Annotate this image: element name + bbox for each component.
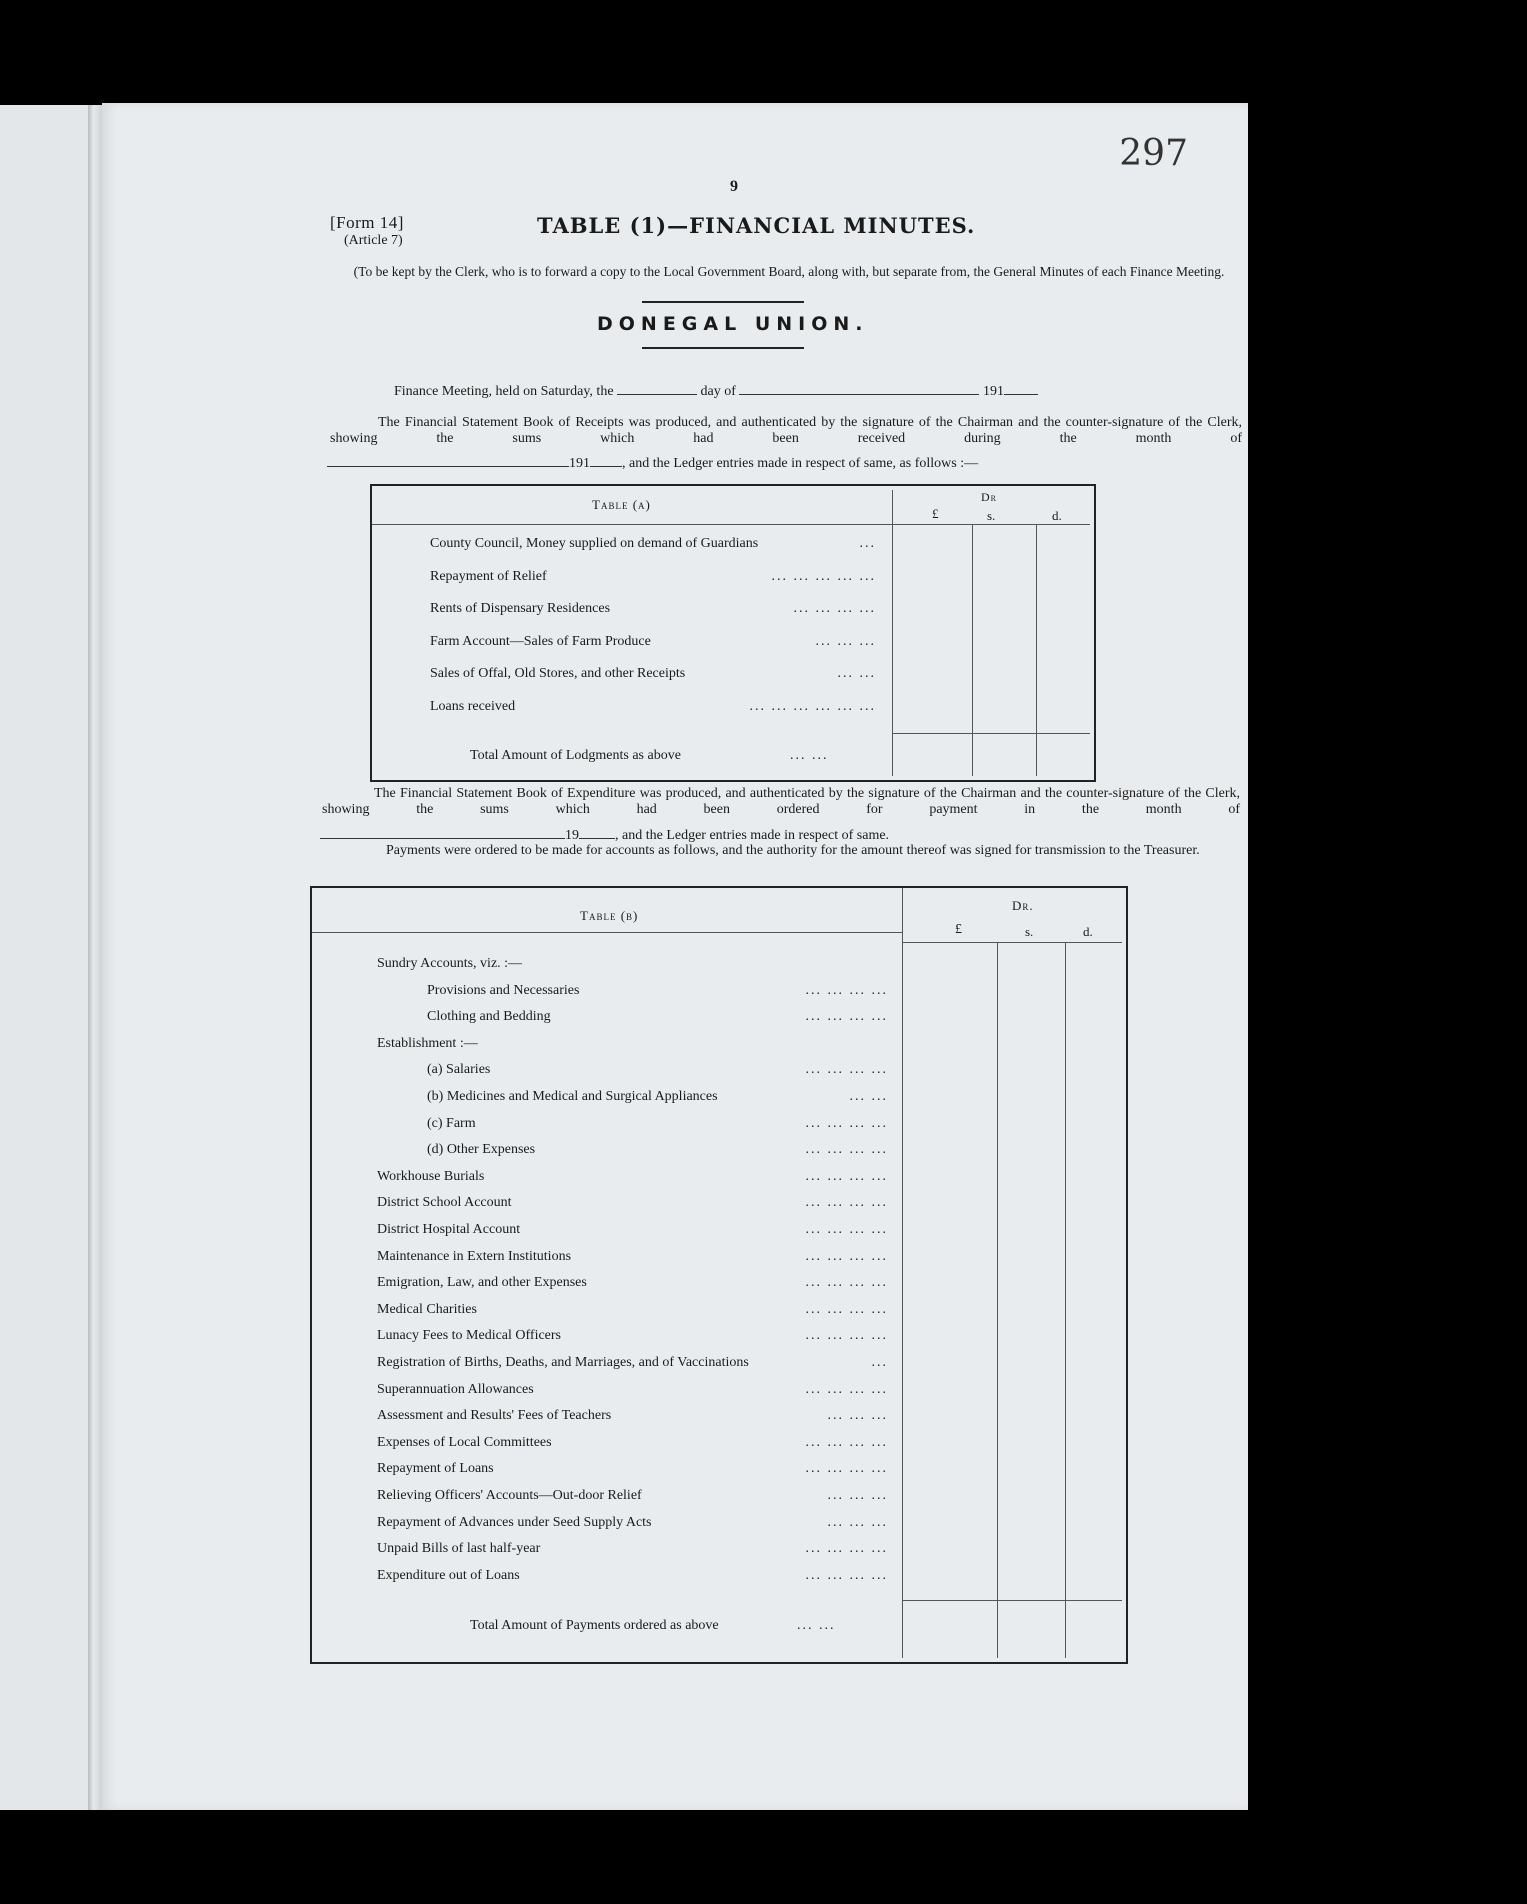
payments-row-dots: ... ... ...	[827, 1514, 888, 1530]
day-blank[interactable]	[617, 394, 697, 395]
receipts-year: 191	[569, 456, 590, 471]
payments-row-label: (a) Salaries	[427, 1062, 491, 1078]
payments-row-dots: ... ... ... ...	[805, 1301, 888, 1317]
payments-row-dots: ... ... ... ...	[805, 1222, 888, 1237]
receipts-shillings-header: s.	[987, 508, 996, 523]
expenditure-tail: , and the Ledger entries made in respect of same.	[615, 828, 890, 843]
payments-row-dots: ... ... ... ...	[805, 1434, 888, 1450]
expenditure-month-blank[interactable]	[320, 838, 565, 839]
total-rule	[902, 1600, 1122, 1601]
payments-row-label: (b) Medicines and Medical and Surgical Appliances	[427, 1089, 718, 1104]
payments-row-label: Expenses of Local Committees	[377, 1434, 552, 1450]
left-page-edge	[0, 105, 95, 1810]
instruction-note: (To be kept by the Clerk, who is to forward a copy to the Local Government Board, along with, but separate from, the General Minutes of each Finance Meeting.	[353, 264, 1225, 279]
receipts-row-dots: ... ... ...	[815, 633, 876, 649]
payments-pounds-header: £	[955, 922, 962, 937]
payments-row-label: District Hospital Account	[377, 1222, 521, 1237]
header-rule	[372, 524, 1090, 525]
column-rule	[902, 888, 903, 1658]
receipts-row-label: Farm Account—Sales of Farm Produce	[430, 633, 651, 649]
payments-row-dots: ... ... ... ...	[805, 1248, 888, 1264]
receipts-row-dots: ... ... ... ...	[793, 601, 876, 616]
payments-row-label: Maintenance in Extern Institutions	[377, 1248, 572, 1264]
payments-table	[310, 886, 1128, 1664]
column-rule	[1036, 524, 1037, 776]
payments-row-dots: ... ... ... ...	[805, 1062, 888, 1078]
payments-row-label: Establishment :—	[377, 1035, 478, 1051]
book-gutter	[88, 105, 102, 1810]
expenditure-paragraph: The Financial Statement Book of Expenditure was produced, and authenticated by the signature of the Chairman and the counter-signature of the Clerk, showing the sums which had been ordered for payment in the month of	[322, 786, 1240, 817]
expenditure-month-line	[320, 828, 1020, 844]
payments-row-dots: ... ... ... ...	[805, 1275, 888, 1291]
payments-row-label: Assessment and Results' Fees of Teachers	[377, 1408, 612, 1424]
payments-row-dots: ...	[871, 1355, 888, 1370]
payments-row-label: Lunacy Fees to Medical Officers	[377, 1328, 562, 1344]
payments-row-label: Registration of Births, Deaths, and Marriages, and of Vaccinations	[377, 1355, 749, 1370]
meeting-line-day-of: day of	[700, 384, 736, 399]
ledger-page	[102, 103, 1248, 1810]
payments-row-label: Repayment of Loans	[377, 1461, 494, 1477]
header-rule	[902, 942, 1122, 943]
expenditure-year: 19	[565, 828, 579, 843]
payments-row-label: Repayment of Advances under Seed Supply Acts	[377, 1514, 652, 1530]
payments-row-label: Relieving Officers' Accounts—Out-door Relief	[377, 1488, 642, 1503]
payments-row-dots: ... ...	[849, 1089, 888, 1104]
payments-row-dots: ... ... ... ...	[805, 1195, 888, 1211]
payments-row-label: Provisions and Necessaries	[427, 982, 580, 998]
receipts-paragraph: The Financial Statement Book of Receipts was produced, and authenticated by the signature of the Chairman and the counter-signature of the Clerk, showing the sums which had been received during the month of	[330, 415, 1242, 446]
payments-row-dots: ... ... ... ...	[805, 1009, 888, 1025]
column-rule	[1065, 942, 1066, 1658]
receipts-pence-header: d.	[1052, 508, 1062, 523]
receipts-row-label: Loans received	[430, 698, 516, 714]
meeting-line-year: 191	[982, 384, 1004, 399]
payments-row-dots: ... ... ... ...	[805, 1461, 888, 1477]
payments-row-label: Workhouse Burials	[377, 1168, 485, 1184]
meeting-line-text: Finance Meeting, held on Saturday, the	[394, 384, 614, 399]
payments-row-label: Medical Charities	[377, 1301, 477, 1317]
payments-pence-header: d.	[1083, 924, 1093, 939]
payments-shillings-header: s.	[1025, 924, 1034, 939]
receipts-pounds-header: £	[932, 506, 939, 521]
payments-row-label: Unpaid Bills of last half-year	[377, 1541, 541, 1557]
receipts-row-label: Repayment of Relief	[430, 568, 547, 584]
column-rule	[997, 942, 998, 1658]
receipts-row-label: County Council, Money supplied on demand of Guardians	[430, 536, 759, 551]
receipts-dr-label: Dr	[981, 490, 998, 504]
header-rule	[312, 932, 902, 933]
receipts-year-blank[interactable]	[590, 466, 622, 467]
year-blank[interactable]	[1004, 394, 1038, 395]
payments-dr-label: Dr.	[1012, 898, 1034, 913]
payments-row-label: District School Account	[377, 1195, 512, 1211]
expenditure-year-blank[interactable]	[579, 838, 615, 839]
receipts-row-dots: ... ...	[837, 666, 876, 681]
payments-paragraph: Payments were ordered to be made for accounts as follows, and the authority for the amount thereof was signed for transmission to the Treasurer.	[386, 843, 1200, 858]
page-title: TABLE (1)—FINANCIAL MINUTES.	[537, 213, 976, 238]
union-name: DONEGAL UNION.	[597, 313, 869, 335]
receipts-month-line	[327, 456, 1027, 472]
receipts-total-dots: ... ...	[790, 748, 829, 763]
payments-row-dots: ... ... ... ...	[805, 1328, 888, 1344]
meeting-line	[394, 384, 1214, 400]
payments-row-dots: ... ... ... ...	[805, 1142, 888, 1158]
divider-rule	[642, 347, 804, 349]
receipts-total-label: Total Amount of Lodgments as above	[470, 748, 681, 763]
payments-row-label: (c) Farm	[427, 1115, 476, 1131]
payments-total-dots: ... ...	[797, 1618, 836, 1633]
payments-row-label: Superannuation Allowances	[377, 1381, 534, 1397]
receipts-tail: , and the Ledger entries made in respect of same, as follows :—	[622, 456, 979, 471]
payments-row-label: Emigration, Law, and other Expenses	[377, 1275, 587, 1291]
receipts-row-dots: ...	[859, 536, 876, 551]
payments-row-dots: ... ... ... ...	[805, 1115, 888, 1131]
article-reference: (Article 7)	[344, 233, 403, 248]
payments-row-dots: ... ... ... ...	[805, 1541, 888, 1557]
receipts-row-label: Sales of Offal, Old Stores, and other Receipts	[430, 666, 686, 681]
payments-row-label: Sundry Accounts, viz. :—	[377, 956, 523, 971]
total-rule	[892, 733, 1090, 734]
payments-row-label: (d) Other Expenses	[427, 1142, 536, 1158]
receipts-table	[370, 484, 1096, 782]
divider-rule	[642, 301, 804, 303]
form-reference: [Form 14]	[330, 213, 404, 232]
month-blank[interactable]	[739, 394, 979, 395]
payments-row-dots: ... ... ... ...	[805, 982, 888, 998]
payments-row-label: Expenditure out of Loans	[377, 1567, 520, 1583]
payments-row-label: Clothing and Bedding	[427, 1009, 551, 1025]
column-rule	[972, 524, 973, 776]
payments-table-title: Table (b)	[580, 908, 639, 923]
payments-total-label: Total Amount of Payments ordered as above	[470, 1618, 719, 1633]
payments-row-dots: ... ... ... ...	[805, 1381, 888, 1397]
receipts-row-dots: ... ... ... ... ...	[771, 568, 876, 584]
payments-row-dots: ... ... ... ...	[805, 1168, 888, 1184]
receipts-month-blank[interactable]	[327, 466, 569, 467]
payments-row-dots: ... ... ...	[827, 1408, 888, 1424]
page-number: 9	[730, 178, 738, 195]
receipts-row-dots: ... ... ... ... ... ...	[749, 698, 876, 714]
folio-number: 297	[1119, 133, 1188, 174]
receipts-table-title: Table (a)	[592, 497, 651, 512]
payments-row-dots: ... ... ... ...	[805, 1567, 888, 1583]
payments-row-dots: ... ... ...	[827, 1488, 888, 1503]
receipts-row-label: Rents of Dispensary Residences	[430, 601, 611, 616]
